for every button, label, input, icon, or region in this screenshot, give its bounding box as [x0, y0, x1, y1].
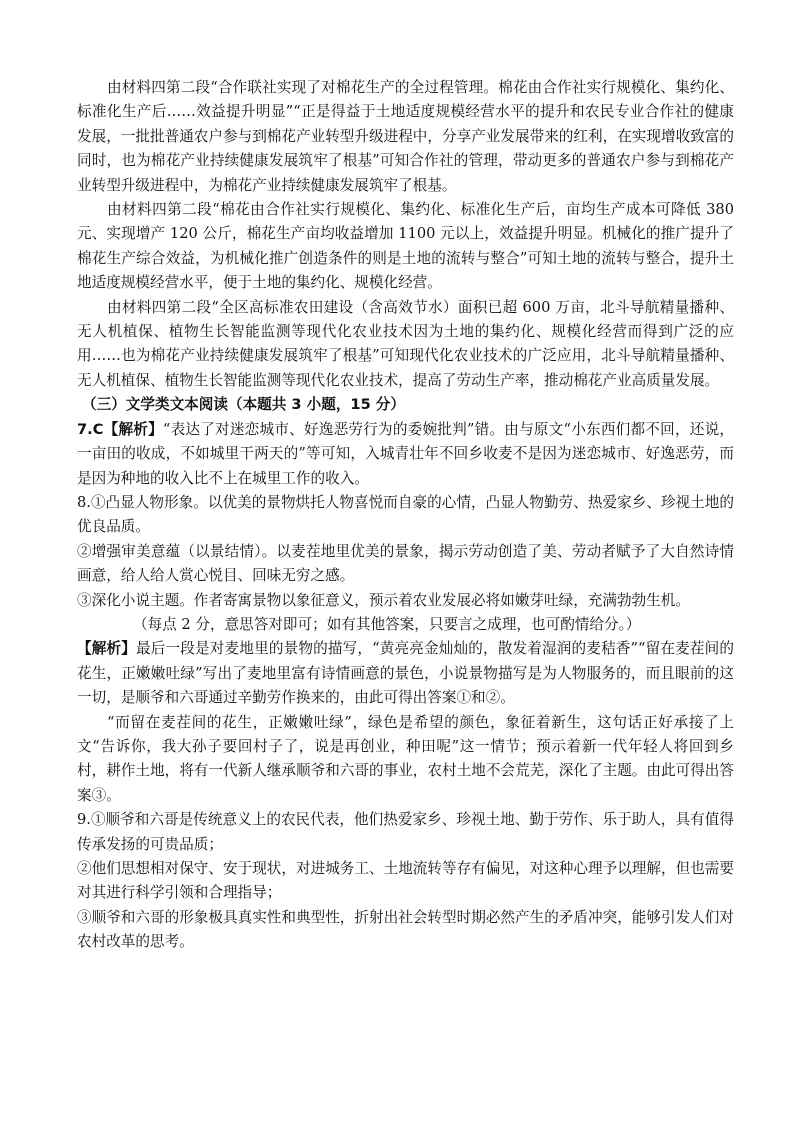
question-7-text: “表达了对迷恋城市、好逸恶劳行为的委婉批判”错。由与原文“小东西们都不回，还说，一亩田的收成，不如城里干两天的”等可知，入城青壮年不回乡收麦不是因为迷恋城市、好逸恶劳，而是因为种地的收入比不上在城里工作的收入。 — [77, 420, 734, 487]
question-8-analysis-label: 【解析】 — [77, 640, 137, 658]
question-8-point-2: ②增强审美意蕴（以景结情）。以麦茬地里优美的景象，揭示劳动创造了美、劳动者赋予了大自然诗情画意，给人给人赏心悦目、回味无穷之感。 — [77, 542, 734, 585]
paragraph-material-4-technology: 由材料四第二段“全区高标准农田建设（含高效节水）面积已超 600 万亩，北斗导航精量播种、无人机植保、植物生长智能监测等现代化农业技术因为土地的集约化、规模化经营而得到广泛的应用……也为棉花产业持续健康发展筑牢了根基”可知现代化农业技术的广泛应用，北斗导航精量播种、无人机植保、植物生长智能监测等现代化农业技术，提高了劳动生产率，推动棉花产业高质量发展。 — [77, 298, 734, 389]
paragraph-material-4-land-transfer: 由材料四第二段“棉花由合作社实行规模化、集约化、标准化生产后，亩均生产成本可降低 380 元、实现增产 120 公斤，棉花生产亩均收益增加 1100 元以上，效益提升明显。机械化的推广提升了棉花生产综合效益，为机械化推广创造条件的则是土地的流转与整合”可知土地的流转与整合，提升土地适度规模经营水平，便于土地的集约化、规模化经营。 — [77, 201, 734, 292]
question-8-point-1: 8.①凸显人物形象。以优美的景物烘托人物喜悦而自豪的心情，凸显人物勤劳、热爱家乡、珍视土地的优良品质。 — [77, 493, 734, 536]
question-8-scoring-note: （每点 2 分，意思答对即可；如有其他答案，只要言之成理，也可酌情给分。） — [133, 615, 641, 633]
question-8-analysis-continued: “而留在麦茬间的花生，正嫩嫩吐绿”，绿色是希望的颜色，象征着新生，这句话正好承接了上文“告诉你，我大孙子要回村子了，说是再创业，种田呢”这一情节；预示着新一代年轻人将回到乡村，耕作土地，将有一代新人继承顺爷和六哥的事业，农村土地不会荒芜，深化了主题。由此可得出答案③。 — [77, 713, 734, 804]
question-7-label: 7.C【解析】 — [77, 420, 163, 438]
question-9-point-1: 9.①顺爷和六哥是传统意义上的农民代表，他们热爱家乡、珍视土地、勤于劳作、乐于助人，具有值得传承发扬的可贵品质； — [77, 811, 734, 853]
question-9-point-2: ②他们思想相对保守、安于现状，对进城务工、土地流转等存有偏见，对这种心理予以理解，但也需要对其进行科学引领和合理指导； — [77, 860, 734, 902]
paragraph-material-4-cooperative: 由材料四第二段“合作联社实现了对棉花生产的全过程管理。棉花由合作社实行规模化、集约化、标准化生产后……效益提升明显”“正是得益于土地适度规模经营水平的提升和农民专业合作社的健康发展，一批批普通农户参与到棉花产业转型升级进程中，分享产业发展带来的红利，在实现增收致富的同时，也为棉花产业持续健康发展筑牢了根基”可知合作社的管理，带动更多的普通农户参与到棉花产业转型升级进程中，为棉花产业持续健康发展筑牢了根基。 — [77, 79, 734, 194]
question-8-analysis-text-1: 最后一段是对麦地里的景物的描写，“黄亮亮金灿灿的，散发着湿润的麦秸香”“留在麦茬间的花生，正嫩嫩吐绿”写出了麦地里富有诗情画意的景色，小说景物描写是为人物服务的，而且眼前的这一切，是顺爷和六哥通过辛勤劳作换来的，由此可得出答案①和②。 — [77, 640, 734, 707]
question-8-point-3: ③深化小说主题。作者寄寓景物以象征意义，预示着农业发展必将如嫩芽吐绿，充满勃勃生机。 — [77, 591, 690, 609]
question-9-point-3: ③顺爷和六哥的形象极具真实性和典型性，折射出社会转型时期必然产生的矛盾冲突，能够引发人们对农村改革的思考。 — [77, 908, 734, 951]
section-heading-literary-reading: （三）文学类文本阅读（本题共 3 小题，15 分） — [82, 396, 405, 414]
question-7-answer — [77, 418, 734, 491]
question-8-analysis — [77, 637, 734, 710]
